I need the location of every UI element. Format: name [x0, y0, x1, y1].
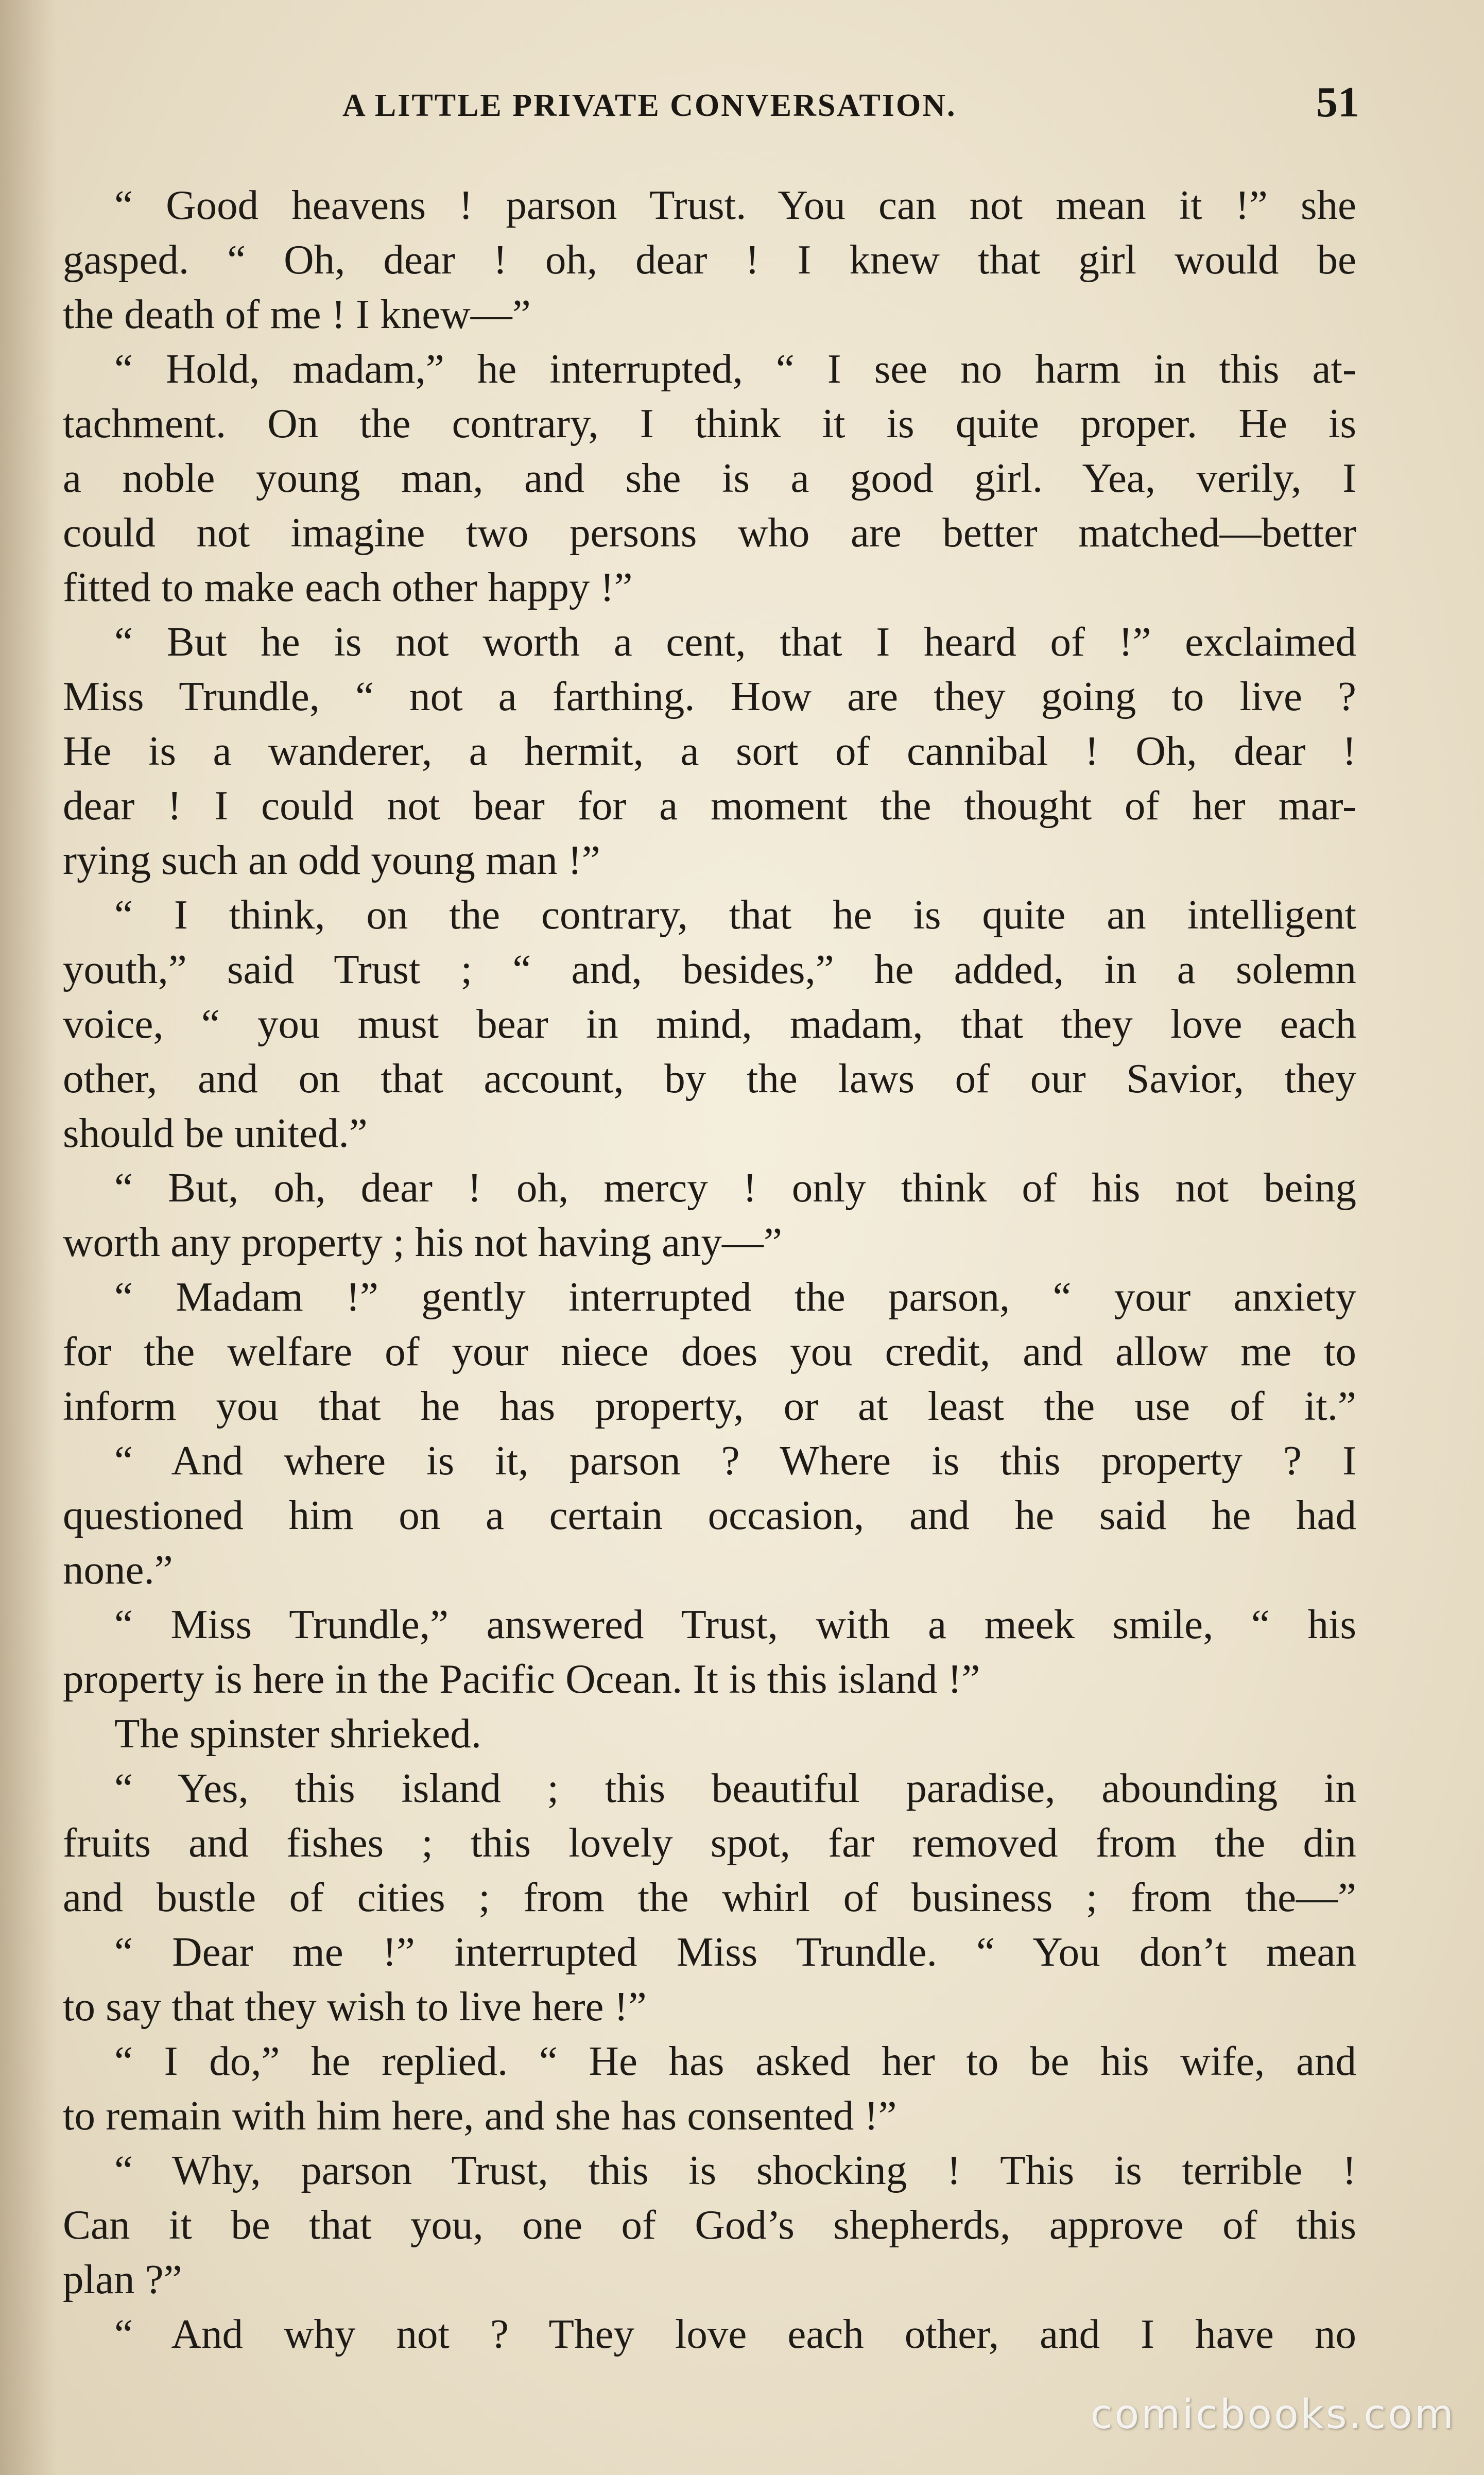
text-line: voice, “ you must bear in mind, madam, that they love each: [63, 1001, 1356, 1047]
body-text: [63, 178, 1356, 2361]
text-line: for the welfare of your niece does you credit, and allow me to: [63, 1328, 1356, 1374]
text-line: “ And why not ? They love each other, and I have no: [114, 2311, 1356, 2357]
text-line: “ And where is it, parson ? Where is this property ? I: [114, 1437, 1356, 1484]
text-line: gasped. “ Oh, dear ! oh, dear ! I knew that girl would be: [63, 236, 1356, 283]
text-line: other, and on that account, by the laws of our Savior, they: [63, 1055, 1356, 1102]
text-line: questioned him on a certain occasion, and he said he had: [63, 1492, 1356, 1538]
text-line: inform you that he has property, or at least the use of it.”: [63, 1383, 1356, 1429]
text-line: to remain with him here, and she has consented !”: [63, 2092, 897, 2139]
running-title: A LITTLE PRIVATE CONVERSATION.: [342, 88, 957, 123]
text-line: “ Miss Trundle,” answered Trust, with a meek smile, “ his: [114, 1601, 1356, 1647]
text-line: “ But, oh, dear ! oh, mercy ! only think of his not being: [114, 1164, 1356, 1211]
text-line: should be united.”: [63, 1110, 368, 1156]
text-line: plan ?”: [63, 2256, 182, 2302]
text-line: youth,” said Trust ; “ and, besides,” he added, in a solemn: [63, 946, 1356, 992]
text-line: “ Madam !” gently interrupted the parson, “ your anxiety: [114, 1274, 1356, 1320]
text-line: fruits and fishes ; this lovely spot, far removed from the din: [63, 1819, 1356, 1866]
text-line: worth any property ; his not having any—”: [63, 1219, 782, 1265]
text-line: tachment. On the contrary, I think it is quite proper. He is: [63, 400, 1356, 446]
text-line: “ Good heavens ! parson Trust. You can not mean it !” she: [114, 182, 1356, 228]
text-line: rying such an odd young man !”: [63, 837, 600, 883]
text-line: dear ! I could not bear for a moment the thought of her mar-: [63, 782, 1356, 829]
page-number: 51: [1316, 78, 1359, 126]
text-line: “ Why, parson Trust, this is shocking ! This is terrible !: [114, 2147, 1356, 2193]
text-line: “ I think, on the contrary, that he is quite an intelligent: [114, 891, 1356, 938]
text-line: property is here in the Pacific Ocean. It is this island !”: [63, 1656, 980, 1702]
text-line: “ But he is not worth a cent, that I heard of !” exclaimed: [114, 618, 1356, 665]
text-line: a noble young man, and she is a good girl. Yea, verily, I: [63, 455, 1356, 501]
text-line: “ Hold, madam,” he interrupted, “ I see no harm in this at-: [114, 346, 1356, 392]
text-line: “ Dear me !” interrupted Miss Trundle. “ You don’t mean: [114, 1929, 1356, 1975]
text-line: Miss Trundle, “ not a farthing. How are they going to live ?: [63, 673, 1356, 719]
text-line: the death of me ! I knew—”: [63, 291, 531, 337]
page-header: [62, 77, 1359, 134]
text-line: Can it be that you, one of God’s shepherds, approve of this: [63, 2202, 1356, 2248]
page-edge-shadow: [0, 0, 57, 2475]
text-line: none.”: [63, 1546, 173, 1593]
text-line: and bustle of cities ; from the whirl of business ; from the—”: [63, 1874, 1356, 1920]
text-line: “ I do,” he replied. “ He has asked her to be his wife, and: [114, 2038, 1356, 2084]
text-line: He is a wanderer, a hermit, a sort of cannibal ! Oh, dear !: [63, 728, 1356, 774]
text-line: The spinster shrieked.: [114, 1710, 482, 1757]
text-line: to say that they wish to live here !”: [63, 1983, 647, 2030]
text-line: could not imagine two persons who are better matched—better: [63, 509, 1356, 556]
watermark: comicbooks.com: [1090, 2392, 1456, 2438]
text-line: fitted to make each other happy !”: [63, 564, 633, 610]
text-line: “ Yes, this island ; this beautiful paradise, abounding in: [114, 1765, 1356, 1811]
